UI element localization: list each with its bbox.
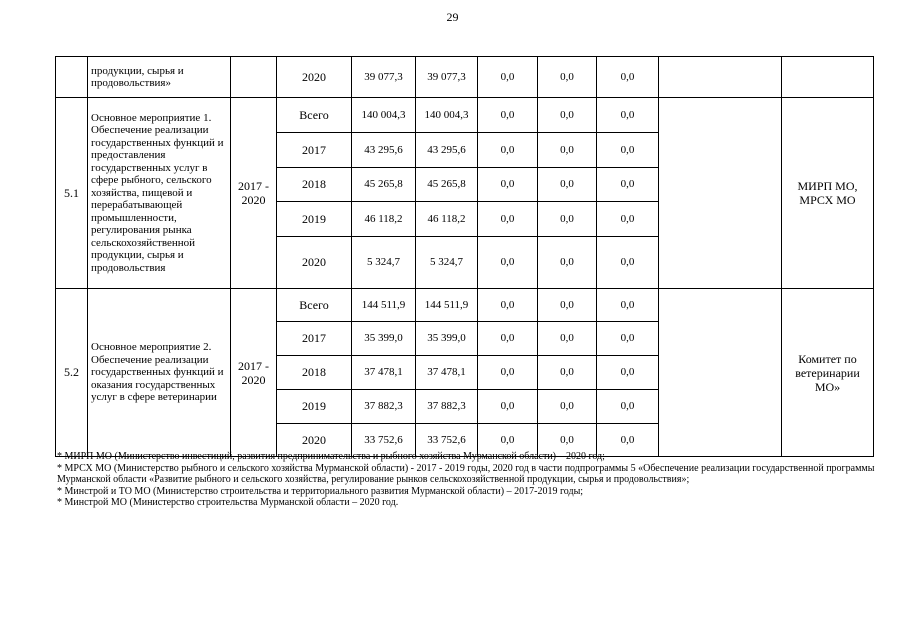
regional-budget-cell: 33 752,6 — [416, 424, 478, 457]
value-cell: 0,0 — [538, 356, 597, 390]
value-cell: 0,0 — [538, 168, 597, 202]
footnote: * МРСХ МО (Министерство рыбного и сельского хозяйства Мурманской области) - 2017 - 2019 годы, 2020 год в части подпрограммы 5 «Обеспечение реализации государственной программы Мурманской области «Развитие рыбного и сельского хозяйства, регулирование рынков сельскохозяйственной продукции, сырья и продовольствия»; — [57, 462, 875, 486]
year-cell: 2020 — [277, 424, 352, 457]
value-cell: 0,0 — [597, 390, 659, 424]
executor-cell: МИРП МО, МРСХ МО — [782, 98, 874, 289]
year-cell: Всего — [277, 289, 352, 322]
footnote: * МИРП МО (Министерство инвестиций, развития предпринимательства и рыбного хозяйства Мурманской области) – 2020 год; — [57, 451, 605, 462]
table-row — [56, 289, 874, 322]
total-cell: 39 077,3 — [352, 57, 416, 98]
measure-name-cell: Основное мероприятие 1. Обеспечение реализации государственных функций и предоставления государственных услуг в сфере рыбного, сельского хозяйства, пищевой и перерабатывающей промышленности, регулирования рынка сельскохозяйственной продукции, сырья и продовольствия — [88, 98, 231, 289]
value-cell: 0,0 — [478, 202, 538, 237]
measure-number-cell: 5.1 — [56, 98, 88, 289]
year-cell: 2018 — [277, 356, 352, 390]
table-row — [56, 98, 874, 133]
value-cell: 0,0 — [538, 322, 597, 356]
value-cell: 0,0 — [597, 289, 659, 322]
regional-budget-cell: 140 004,3 — [416, 98, 478, 133]
year-cell: 2017 — [277, 322, 352, 356]
period-cell: 2017 - 2020 — [231, 289, 277, 457]
total-cell: 140 004,3 — [352, 98, 416, 133]
value-cell: 0,0 — [597, 202, 659, 237]
value-cell: 0,0 — [478, 98, 538, 133]
measure-name-cell: продукции, сырья и продовольствия» — [88, 57, 231, 98]
regional-budget-cell: 37 478,1 — [416, 356, 478, 390]
measure-number-cell: 5.2 — [56, 289, 88, 457]
budget-table — [55, 56, 874, 457]
value-cell: 0,0 — [597, 57, 659, 98]
footnote: * Минстрой МО (Министерство строительства Мурманской области – 2020 год. — [57, 497, 399, 509]
year-cell: 2020 — [277, 237, 352, 289]
value-cell: 0,0 — [478, 322, 538, 356]
value-cell: 0,0 — [538, 390, 597, 424]
value-cell: 0,0 — [538, 289, 597, 322]
value-cell: 0,0 — [538, 57, 597, 98]
year-cell: 2018 — [277, 168, 352, 202]
value-cell: 0,0 — [478, 289, 538, 322]
value-cell: 0,0 — [597, 356, 659, 390]
total-cell: 5 324,7 — [352, 237, 416, 289]
year-cell: 2019 — [277, 202, 352, 237]
regional-budget-cell: 45 265,8 — [416, 168, 478, 202]
value-cell: 0,0 — [478, 57, 538, 98]
footnote: * Минстрой и ТО МО (Министерство строительства и территориального развития Мурманской области) – 2017-2019 годы; — [57, 485, 584, 497]
total-cell: 35 399,0 — [352, 322, 416, 356]
regional-budget-cell: 37 882,3 — [416, 390, 478, 424]
period-cell — [231, 57, 277, 98]
empty-cell — [659, 57, 782, 98]
total-cell: 37 882,3 — [352, 390, 416, 424]
empty-cell — [659, 289, 782, 457]
value-cell: 0,0 — [597, 98, 659, 133]
table-row — [56, 57, 874, 98]
year-cell: 2017 — [277, 133, 352, 168]
regional-budget-cell: 39 077,3 — [416, 57, 478, 98]
total-cell: 46 118,2 — [352, 202, 416, 237]
value-cell: 0,0 — [538, 424, 597, 457]
value-cell: 0,0 — [597, 133, 659, 168]
value-cell: 0,0 — [478, 424, 538, 457]
value-cell: 0,0 — [597, 424, 659, 457]
measure-name-cell: Основное мероприятие 2. Обеспечение реализации государственных функций и оказания государственных услуг в сфере ветеринарии — [88, 289, 231, 457]
year-cell: 2020 — [277, 57, 352, 98]
value-cell: 0,0 — [597, 237, 659, 289]
value-cell: 0,0 — [478, 356, 538, 390]
value-cell: 0,0 — [478, 237, 538, 289]
year-cell: 2019 — [277, 390, 352, 424]
total-cell: 144 511,9 — [352, 289, 416, 322]
value-cell: 0,0 — [478, 133, 538, 168]
footnotes — [57, 451, 892, 509]
total-cell: 45 265,8 — [352, 168, 416, 202]
executor-cell: Комитет по ветеринарии МО» — [782, 289, 874, 457]
total-cell: 37 478,1 — [352, 356, 416, 390]
regional-budget-cell: 43 295,6 — [416, 133, 478, 168]
row-number-cell — [56, 57, 88, 98]
value-cell: 0,0 — [538, 237, 597, 289]
value-cell: 0,0 — [597, 168, 659, 202]
page-number: 29 — [446, 10, 459, 24]
value-cell: 0,0 — [538, 202, 597, 237]
value-cell: 0,0 — [538, 133, 597, 168]
total-cell: 33 752,6 — [352, 424, 416, 457]
regional-budget-cell: 144 511,9 — [416, 289, 478, 322]
regional-budget-cell: 35 399,0 — [416, 322, 478, 356]
empty-cell — [659, 98, 782, 289]
value-cell: 0,0 — [597, 322, 659, 356]
regional-budget-cell: 46 118,2 — [416, 202, 478, 237]
value-cell: 0,0 — [478, 390, 538, 424]
value-cell: 0,0 — [478, 168, 538, 202]
value-cell: 0,0 — [538, 98, 597, 133]
regional-budget-cell: 5 324,7 — [416, 237, 478, 289]
year-cell: Всего — [277, 98, 352, 133]
period-cell: 2017 - 2020 — [231, 98, 277, 289]
executor-cell — [782, 57, 874, 98]
total-cell: 43 295,6 — [352, 133, 416, 168]
